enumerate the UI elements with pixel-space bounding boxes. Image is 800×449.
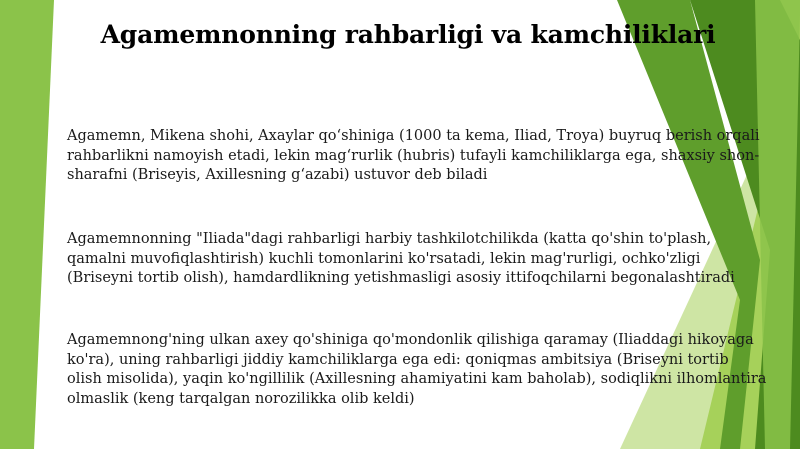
slide-title: Agamemnonning rahbarligi va kamchiliklari	[100, 20, 716, 49]
paragraph-1: Agamemn, Mikena shohi, Axaylar qo‘shiniga (1000 ta kema, Iliad, Troya) buyruq berish orqali rahbarlikni namoyish etadi, lekin mag‘rurlik (hubris) tufayli kamchiliklarga ega, shaxsiy shon-sharafni (Briseyis, Axillesning g‘azabi) ustuvor deb biladi	[67, 128, 760, 183]
paragraph-3: Agamemnong'ning ulkan axey qo'shiniga qo'mondonlik qilishiga qaramay (Iliaddagi hikoyaga ko'ra), uning rahbarligi jiddiy kamchiliklarga ega edi: qoniqmas ambitsiya (Briseyni tortib olish misolida), yaqin ko'ngillilik (Axillesning ahamiyatini kam baholab), sodiqlikni ilhomlantira olmaslik (keng tarqalgan norozilikka olib keldi)	[67, 332, 767, 407]
paragraph-2: Agamemnonning "Iliada"dagi rahbarligi harbiy tashkilotchilikda (katta qo'shin to'plash, qamalni muvofiqlashtirish) kuchli tomonlarini ko'rsatadi, lekin mag'rurligi, ochko'zligi (Briseyni tortib olish), hamdardlikning yetishmasligi asosiy ittifoqchilarni begonalashtiradi	[67, 231, 735, 286]
left-green-bar	[0, 0, 54, 449]
